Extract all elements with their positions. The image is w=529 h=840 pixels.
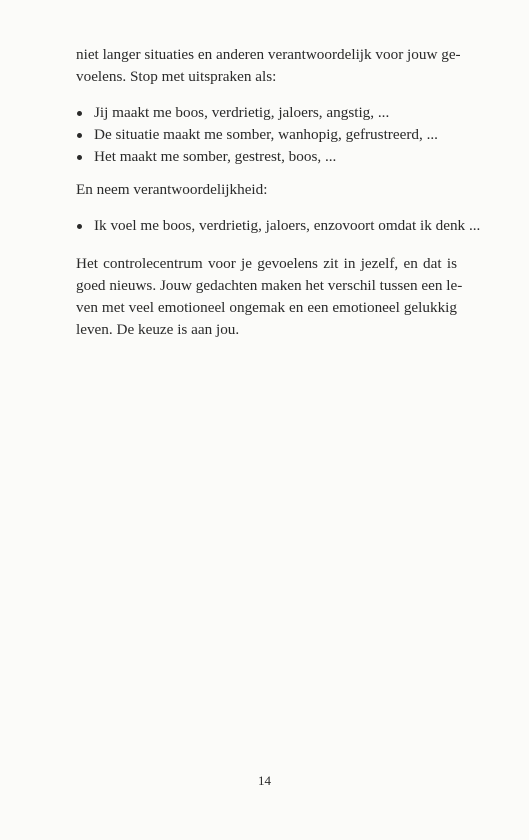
paragraph-conclusion-line-4: leven. De keuze is aan jou. [76,321,240,338]
list-item [76,146,476,168]
paragraph-conclusion [76,253,463,341]
list-item [76,102,476,124]
paragraph-intro-line-2: voelens. Stop met uitspraken als: [76,68,277,85]
paragraph-conclusion-line-1: Het controlecentrum voor je gevoelens zit in jezelf, en dat is [76,255,457,272]
responsibility-statements-list [76,215,481,237]
bullet-icon [77,155,82,160]
page-number: 14 [258,773,271,788]
bullet-icon [77,224,82,229]
paragraph-conclusion-line-3: ven met veel emotioneel ongemak en een emotioneel gelukkig [76,299,457,316]
bullet-icon [77,111,82,116]
paragraph-intro-line-1: niet langer situaties en anderen verantwoordelijk voor jouw ge- [76,46,461,63]
list-item-text: De situatie maakt me somber, wanhopig, gefrustreerd, ... [94,126,438,143]
bullet-icon [77,133,82,138]
paragraph-intro [76,44,461,88]
list-item [76,124,476,146]
list-item-text: Ik voel me boos, verdrietig, jaloers, enzovoort omdat ik denk ... [94,217,481,234]
paragraph-conclusion-line-2: goed nieuws. Jouw gedachten maken het verschil tussen een le- [76,277,463,294]
list-item [76,215,481,237]
list-item-text: Jij maakt me boos, verdrietig, jaloers, angstig, ... [94,104,390,121]
blame-statements-list [76,102,476,168]
paragraph-responsibility [76,179,457,201]
paragraph-responsibility-text: En neem verantwoordelijkheid: [76,181,268,198]
list-item-text: Het maakt me somber, gestrest, boos, ... [94,148,337,165]
